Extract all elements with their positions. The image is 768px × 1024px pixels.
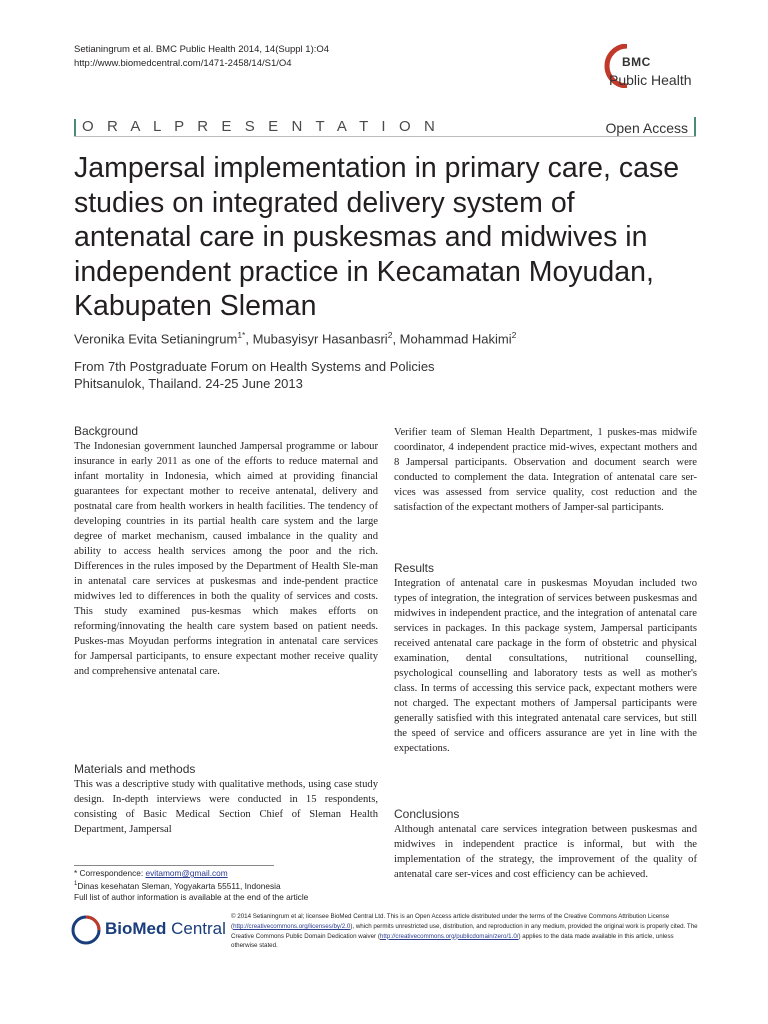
- conclusions-section: [394, 807, 697, 882]
- publisher-logo-text: [105, 919, 226, 939]
- conference-name: From 7th Postgraduate Forum on Health Systems and Policies: [74, 359, 435, 374]
- methods-heading: Materials and methods: [74, 762, 196, 776]
- conference-location-date: Phitsanulok, Thailand. 24-25 June 2013: [74, 376, 303, 391]
- methods-section: [74, 762, 378, 837]
- methods-text-right: Verifier team of Sleman Health Department, 1 puskes-mas midwife coordinator, 4 independent practice mid-wives, expectant mothers and 8 Jampersal participants. Observation and document search were conducted to complement the data. Integration of antenatal care ser-vices was assessed from service quality, cost reduction and the satisfaction of the expectant mothers of Jamper-sal participants.: [394, 427, 697, 513]
- results-text: Integration of antenatal care in puskesmas Moyudan included two types of integration, the integration of services between puskesmas and midwives in independent practice, and the integration of antenatal care services in packages. In this package system, Jampersal participants received antenatal care package in the form of obstetric and physical examination, dental consultations, nutritional counselling, psychological counselling and laboratory tests as well as mother's class. In terms of accessing this service pack, expectant mothers were not charged. The expectant mothers of Jampersal participants were generally satisfied with this integrated antenatal care services, but still the speed of service and officers assurance are yet in line with the expectations.: [394, 578, 697, 754]
- author-affiliation-mark: 1*: [237, 330, 246, 340]
- author-name: Mubasyisyr Hasanbasri: [252, 331, 388, 347]
- license-link-cc0[interactable]: http://creativecommons.org/publicdomain/zero/1.0/: [379, 932, 519, 940]
- journal-logo-line2: Public Health: [609, 72, 692, 88]
- license-text: ) applies to the data made available in this article, unless otherwise stated.: [231, 932, 674, 950]
- background-section: [74, 424, 378, 679]
- correspondence: [74, 868, 308, 879]
- citation-line: Setianingrum et al. BMC Public Health 2014, 14(Suppl 1):O4: [74, 44, 330, 55]
- license-link-cc-by[interactable]: http://creativecommons.org/licenses/by/2.0: [233, 922, 351, 930]
- results-section: [394, 561, 697, 756]
- author-info-note: Full list of author information is available at the end of the article: [74, 891, 309, 902]
- background-text: The Indonesian government launched Jampersal programme or labour insurance in early 2011 as one of the efforts to reduce maternal and infant mortality in Indonesia, which aimed at providing financial guarantees for expectant mother to receive antenatal, delivery and postnatal care from health workers in health facilities. The tendency of developing countries in its partial health care system and the large degree of market mechanism, caused imbalance in the quality and ability to access health services among the poor and the rich. Differences in the rules imposed by the Department of Health Sle-man in antenatal care services at puskesmas and inde-pendent practice midwives led to differences in both the quality of services and costs. This study examined pus-kesmas which makes efforts on reforming/innovating the health care system based on patient needs. Puskes-mas Moyudan performs integration in antenatal care services for Jampersal participants, to ensure expectant mother receive quality and comprehensive antenatal care.: [74, 441, 378, 677]
- author-name: Mohammad Hakimi: [399, 331, 512, 347]
- author-affiliation-mark: 2: [511, 330, 517, 340]
- methods-text-left: This was a descriptive study with qualitative methods, using case study design. In-depth interviews were conducted in 15 respondents, consisting of Basic Medical Section Chief of Sleman Health Department, Jampersal: [74, 779, 378, 835]
- results-heading: Results: [394, 561, 435, 575]
- journal-logo-line1: BMC: [622, 55, 651, 69]
- citation-url[interactable]: http://www.biomedcentral.com/1471-2458/14/S1/O4: [74, 58, 292, 69]
- article-type-bar: [74, 117, 696, 137]
- bar-right-rule: [694, 117, 696, 137]
- methods-continued: [394, 425, 697, 515]
- publisher-logo-icon: [71, 915, 101, 945]
- conference-info: [74, 358, 435, 392]
- license-statement: [231, 912, 701, 951]
- affiliation: [74, 879, 308, 892]
- affiliation-mark: 1: [74, 881, 78, 887]
- publisher-logo-bold: BioMed: [105, 919, 167, 938]
- article-title: Jampersal implementation in primary care, case studies on integrated delivery system of antenatal care in puskesmas and midwives in independent practice in Kecamatan Moyudan, Kabupaten Sleman: [74, 152, 680, 322]
- citation-header: [74, 43, 329, 71]
- bar-left-rule: [74, 119, 76, 137]
- conclusions-heading: Conclusions: [394, 807, 460, 821]
- publisher-logo-regular: Central: [166, 919, 226, 938]
- correspondence-email-link[interactable]: evitamom@gmail.com: [145, 868, 228, 878]
- conclusions-text: Although antenatal care services integration between puskesmas and midwives in independent practice is informal, but with the implementation of the strategy, the improvement of the quality of antenatal care ser-vices and cost efficiency can be achieved.: [394, 824, 697, 880]
- author-separator: ,: [392, 331, 400, 347]
- affiliation-text: Dinas kesehatan Sleman, Yogyakarta 55511, Indonesia: [77, 880, 281, 891]
- license-text: ), which permits unrestricted use, distribution, and reproduction in any medium, provided the original work is properly cited. The Creative Commons Public Domain Dedication waiver (: [231, 922, 698, 940]
- author-affiliation-mark: 2: [387, 330, 393, 340]
- bar-bottom-rule: [74, 136, 696, 137]
- publisher-logo: [71, 912, 226, 948]
- article-type: O R A L P R E S E N T A T I O N: [82, 118, 440, 135]
- background-heading: Background: [74, 424, 139, 438]
- correspondence-label: * Correspondence:: [74, 868, 146, 878]
- author-separator: ,: [245, 331, 253, 347]
- footnotes: [74, 868, 308, 903]
- author-list: [74, 330, 516, 346]
- footnote-rule: [74, 865, 274, 866]
- journal-logo: [597, 44, 697, 94]
- license-text: © 2014 Setianingrum et al; licensee BioMed Central Ltd. This is an Open Access article distributed under the terms of the Creative Commons Attribution License (: [231, 913, 670, 930]
- open-access-label: Open Access: [605, 120, 688, 136]
- author-name: Veronika Evita Setianingrum: [74, 331, 238, 347]
